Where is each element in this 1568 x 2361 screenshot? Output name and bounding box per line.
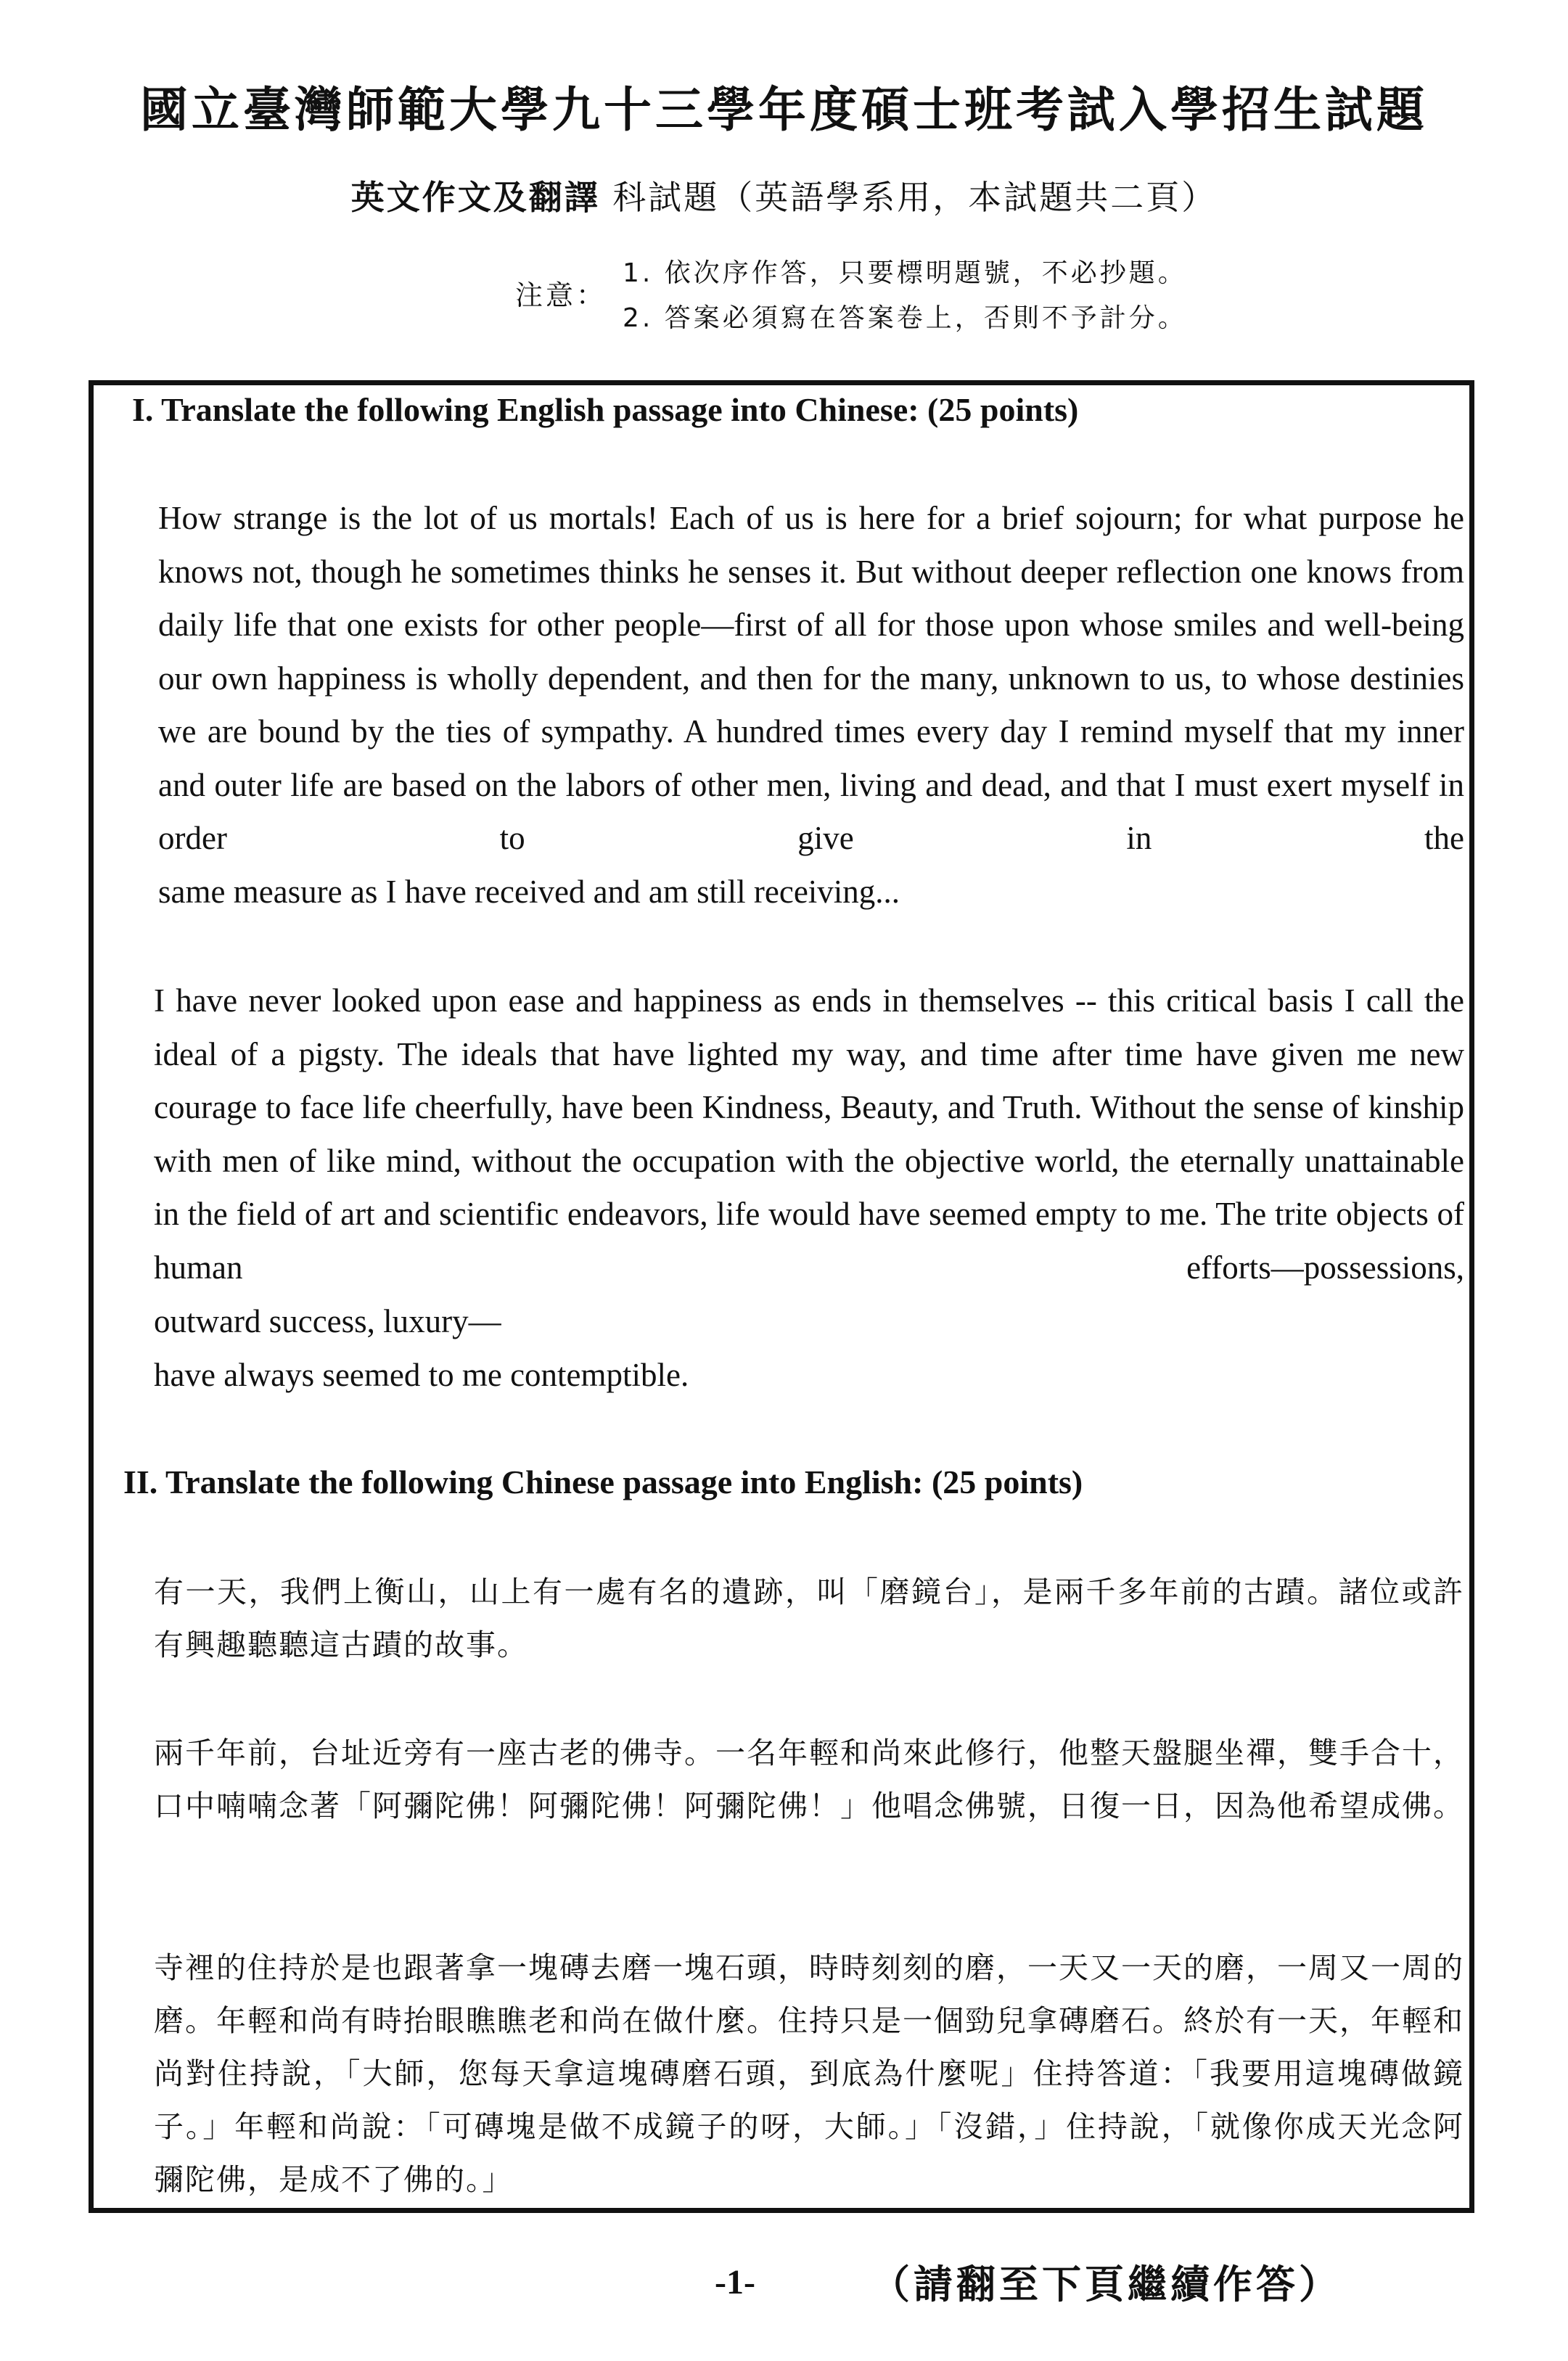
section-2-paragraph-3: 寺裡的住持於是也跟著拿一塊磚去磨一塊石頭，時時刻刻的磨，一天又一天的磨，一周又一周的磨。年輕和尚有時抬眼瞧瞧老和尚在做什麼。住持只是一個勁兒拿磚磨石。終於有一天，年輕和尚對住持說，「大師，您每天拿這塊磚磨石頭，到底為什麼呢」住持答道：「我要用這塊磚做鏡子。」年輕和尚說：「可磚塊是做不成鏡子的呀，大師。」「沒錯，」住持說，「就像你成天光念阿彌陀佛，是成不了佛的。」	[154, 1950, 1464, 2197]
section-1-paragraph-2-body: I have never looked upon ease and happiness as ends in themselves -- this critical basis I call the ideal of a pigsty. The ideals that have lighted my way, and time after time have given me new courage to face life cheerfully, have been Kindness, Beauty, and Truth. Without the sense of kinship with men of like mind, without the occupation with the objective world, the eternally unattainable in the field of art and scientific endeavors, life would have seemed empty to me. The trite objects of human efforts—possessions,	[154, 982, 1464, 1286]
notes-list	[623, 251, 1187, 341]
section-1-heading: I. Translate the following English passage into Chinese: (25 points)	[132, 391, 1079, 428]
section-1-paragraph-1-body: How strange is the lot of us mortals! Each of us is here for a brief sojourn; for what purpose he knows not, though he sometimes thinks he senses it. But without deeper reflection one knows from daily life that one exists for other people—first of all for those upon whose smiles and well-being our own happiness is wholly dependent, and then for the many, unknown to us, to whose destinies we are bound by the ties of sympathy. A hundred times every day I remind myself that my inner and outer life are based on the labors of other men, living and dead, and that I must exert myself in order to give in the	[158, 500, 1464, 856]
subject-name: 英文作文及翻譯	[350, 178, 600, 217]
subject-line	[0, 171, 1568, 219]
section-1-paragraph-1-last-line: same measure as I have received and am still receiving...	[158, 873, 900, 910]
subject-details: 科試題（英語學系用，本試題共二頁）	[599, 178, 1218, 217]
page-number: -1-	[715, 2263, 755, 2302]
section-2-heading: II. Translate the following Chinese passage into English: (25 points)	[123, 1463, 1083, 1500]
section-2-paragraph-2: 兩千年前，台址近旁有一座古老的佛寺。一名年輕和尚來此修行，他整天盤腿坐禪，雙手合十，口中喃喃念著「阿彌陀佛！阿彌陀佛！阿彌陀佛！」他唱念佛號，日復一日，因為他希望成佛。	[154, 1736, 1464, 1823]
section-1-paragraph-2-line: outward success, luxury—	[154, 1303, 501, 1339]
exam-title: 國立臺灣師範大學九十三學年度碩士班考試入學招生試題	[140, 82, 1428, 138]
section-2-paragraph-1: 有一天，我們上衡山，山上有一處有名的遺跡，叫「磨鏡台」，是兩千多年前的古蹟。諸位或許有興趣聽聽這古蹟的故事。	[154, 1574, 1464, 1662]
note-item: 2. 答案必須寫在答案卷上，否則不予計分。	[623, 303, 1187, 333]
note-item: 1. 依次序作答，只要標明題號，不必抄題。	[623, 258, 1187, 288]
section-1-paragraph-2-line: have always seemed to me contemptible.	[154, 1357, 689, 1393]
section-1-paragraph-1	[158, 492, 1464, 919]
continue-note: （請翻至下頁繼續作答）	[871, 2262, 1342, 2307]
section-1-paragraph-2	[154, 974, 1464, 1294]
notes-label: 注意：	[515, 279, 607, 311]
